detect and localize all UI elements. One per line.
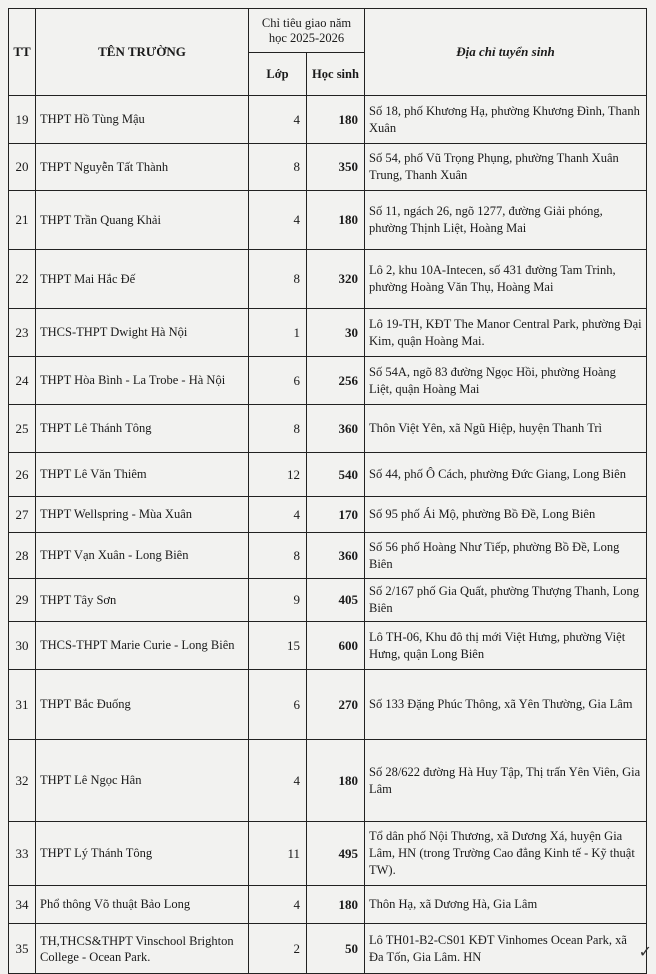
school-address: Số 133 Đặng Phúc Thông, xã Yên Thường, Gia Lâm — [365, 670, 647, 740]
table-row — [9, 453, 647, 497]
school-address: Số 56 phố Hoàng Như Tiếp, phường Bồ Đề, Long Biên — [365, 533, 647, 579]
student-count: 270 — [307, 670, 365, 740]
school-address: Số 2/167 phố Gia Quất, phường Thượng Thanh, Long Biên — [365, 579, 647, 622]
class-count: 8 — [249, 250, 307, 309]
school-address: Thôn Hạ, xã Dương Hà, Gia Lâm — [365, 886, 647, 924]
student-count: 360 — [307, 405, 365, 453]
header-address: Địa chỉ tuyển sinh — [365, 9, 647, 96]
header-quota: Chỉ tiêu giao năm học 2025-2026 — [249, 9, 365, 53]
student-count: 180 — [307, 740, 365, 822]
class-count: 4 — [249, 191, 307, 250]
school-name: THPT Lý Thánh Tông — [36, 822, 249, 886]
row-number: 35 — [9, 924, 36, 974]
header-classes: Lớp — [249, 53, 307, 96]
row-number: 31 — [9, 670, 36, 740]
school-name: THPT Tây Sơn — [36, 579, 249, 622]
student-count: 180 — [307, 96, 365, 144]
row-number: 19 — [9, 96, 36, 144]
table-row — [9, 740, 647, 822]
school-address: Lô TH-06, Khu đô thị mới Việt Hưng, phường Việt Hưng, quận Long Biên — [365, 622, 647, 670]
school-name: THPT Nguyễn Tất Thành — [36, 144, 249, 191]
student-count: 180 — [307, 191, 365, 250]
header-tt: TT — [9, 9, 36, 96]
school-address: Số 28/622 đường Hà Huy Tập, Thị trấn Yên Viên, Gia Lâm — [365, 740, 647, 822]
class-count: 8 — [249, 144, 307, 191]
school-address: Số 95 phố Ái Mộ, phường Bồ Đề, Long Biên — [365, 497, 647, 533]
student-count: 50 — [307, 924, 365, 974]
student-count: 360 — [307, 533, 365, 579]
school-address: Lô TH01-B2-CS01 KĐT Vinhomes Ocean Park, xã Đa Tốn, Gia Lâm. HN — [365, 924, 647, 974]
row-number: 34 — [9, 886, 36, 924]
student-count: 495 — [307, 822, 365, 886]
row-number: 30 — [9, 622, 36, 670]
school-name: THCS-THPT Marie Curie - Long Biên — [36, 622, 249, 670]
class-count: 8 — [249, 405, 307, 453]
school-address: Lô 19-TH, KĐT The Manor Central Park, phường Đại Kim, quận Hoàng Mai. — [365, 309, 647, 357]
header-row — [9, 9, 647, 53]
header-students: Học sinh — [307, 53, 365, 96]
school-address: Số 18, phố Khương Hạ, phường Khương Đình, Thanh Xuân — [365, 96, 647, 144]
class-count: 12 — [249, 453, 307, 497]
school-name: THPT Lê Văn Thiêm — [36, 453, 249, 497]
school-name: THPT Lê Thánh Tông — [36, 405, 249, 453]
school-name: THPT Lê Ngọc Hân — [36, 740, 249, 822]
table-row — [9, 191, 647, 250]
school-address: Số 44, phố Ô Cách, phường Đức Giang, Long Biên — [365, 453, 647, 497]
school-name: THPT Trần Quang Khải — [36, 191, 249, 250]
school-name: TH,THCS&THPT Vinschool Brighton College - Ocean Park. — [36, 924, 249, 974]
school-address: Tổ dân phố Nội Thương, xã Dương Xá, huyện Gia Lâm, HN (trong Trường Cao đẳng Kinh tế - Kỹ thuật TW). — [365, 822, 647, 886]
school-address: Số 11, ngách 26, ngõ 1277, đường Giải phóng, phường Thịnh Liệt, Hoàng Mai — [365, 191, 647, 250]
table-row — [9, 497, 647, 533]
row-number: 27 — [9, 497, 36, 533]
school-name: THPT Wellspring - Mùa Xuân — [36, 497, 249, 533]
school-name: THCS-THPT Dwight Hà Nội — [36, 309, 249, 357]
class-count: 4 — [249, 886, 307, 924]
row-number: 20 — [9, 144, 36, 191]
table-row — [9, 886, 647, 924]
school-address: Lô 2, khu 10A-Intecen, số 431 đường Tam Trinh, phường Hoàng Văn Thụ, Hoàng Mai — [365, 250, 647, 309]
school-name: THPT Hồ Tùng Mậu — [36, 96, 249, 144]
table-row — [9, 309, 647, 357]
school-name: THPT Hòa Bình - La Trobe - Hà Nội — [36, 357, 249, 405]
class-count: 4 — [249, 740, 307, 822]
class-count: 1 — [249, 309, 307, 357]
row-number: 24 — [9, 357, 36, 405]
row-number: 21 — [9, 191, 36, 250]
table-row — [9, 250, 647, 309]
table-row — [9, 822, 647, 886]
student-count: 540 — [307, 453, 365, 497]
student-count: 30 — [307, 309, 365, 357]
signature-mark: ✓ — [638, 944, 652, 961]
row-number: 32 — [9, 740, 36, 822]
student-count: 256 — [307, 357, 365, 405]
row-number: 22 — [9, 250, 36, 309]
table-row — [9, 670, 647, 740]
student-count: 320 — [307, 250, 365, 309]
row-number: 23 — [9, 309, 36, 357]
school-name: THPT Vạn Xuân - Long Biên — [36, 533, 249, 579]
school-name: THPT Mai Hắc Đế — [36, 250, 249, 309]
row-number: 28 — [9, 533, 36, 579]
table-row — [9, 405, 647, 453]
school-name: THPT Bắc Đuống — [36, 670, 249, 740]
row-number: 25 — [9, 405, 36, 453]
row-number: 26 — [9, 453, 36, 497]
student-count: 405 — [307, 579, 365, 622]
table-row — [9, 533, 647, 579]
class-count: 4 — [249, 96, 307, 144]
class-count: 6 — [249, 670, 307, 740]
student-count: 350 — [307, 144, 365, 191]
school-address: Số 54A, ngõ 83 đường Ngọc Hồi, phường Hoàng Liệt, quận Hoàng Mai — [365, 357, 647, 405]
row-number: 33 — [9, 822, 36, 886]
table-row — [9, 924, 647, 974]
school-name: Phổ thông Võ thuật Bảo Long — [36, 886, 249, 924]
class-count: 8 — [249, 533, 307, 579]
header-school-name: TÊN TRƯỜNG — [36, 9, 249, 96]
class-count: 6 — [249, 357, 307, 405]
student-count: 170 — [307, 497, 365, 533]
school-quota-table — [8, 8, 647, 974]
class-count: 2 — [249, 924, 307, 974]
class-count: 4 — [249, 497, 307, 533]
school-address: Thôn Việt Yên, xã Ngũ Hiệp, huyện Thanh Trì — [365, 405, 647, 453]
row-number: 29 — [9, 579, 36, 622]
table-row — [9, 622, 647, 670]
school-address: Số 54, phố Vũ Trọng Phụng, phường Thanh Xuân Trung, Thanh Xuân — [365, 144, 647, 191]
table-row — [9, 144, 647, 191]
class-count: 9 — [249, 579, 307, 622]
class-count: 11 — [249, 822, 307, 886]
table-row — [9, 96, 647, 144]
student-count: 180 — [307, 886, 365, 924]
student-count: 600 — [307, 622, 365, 670]
table-row — [9, 357, 647, 405]
class-count: 15 — [249, 622, 307, 670]
table-row — [9, 579, 647, 622]
